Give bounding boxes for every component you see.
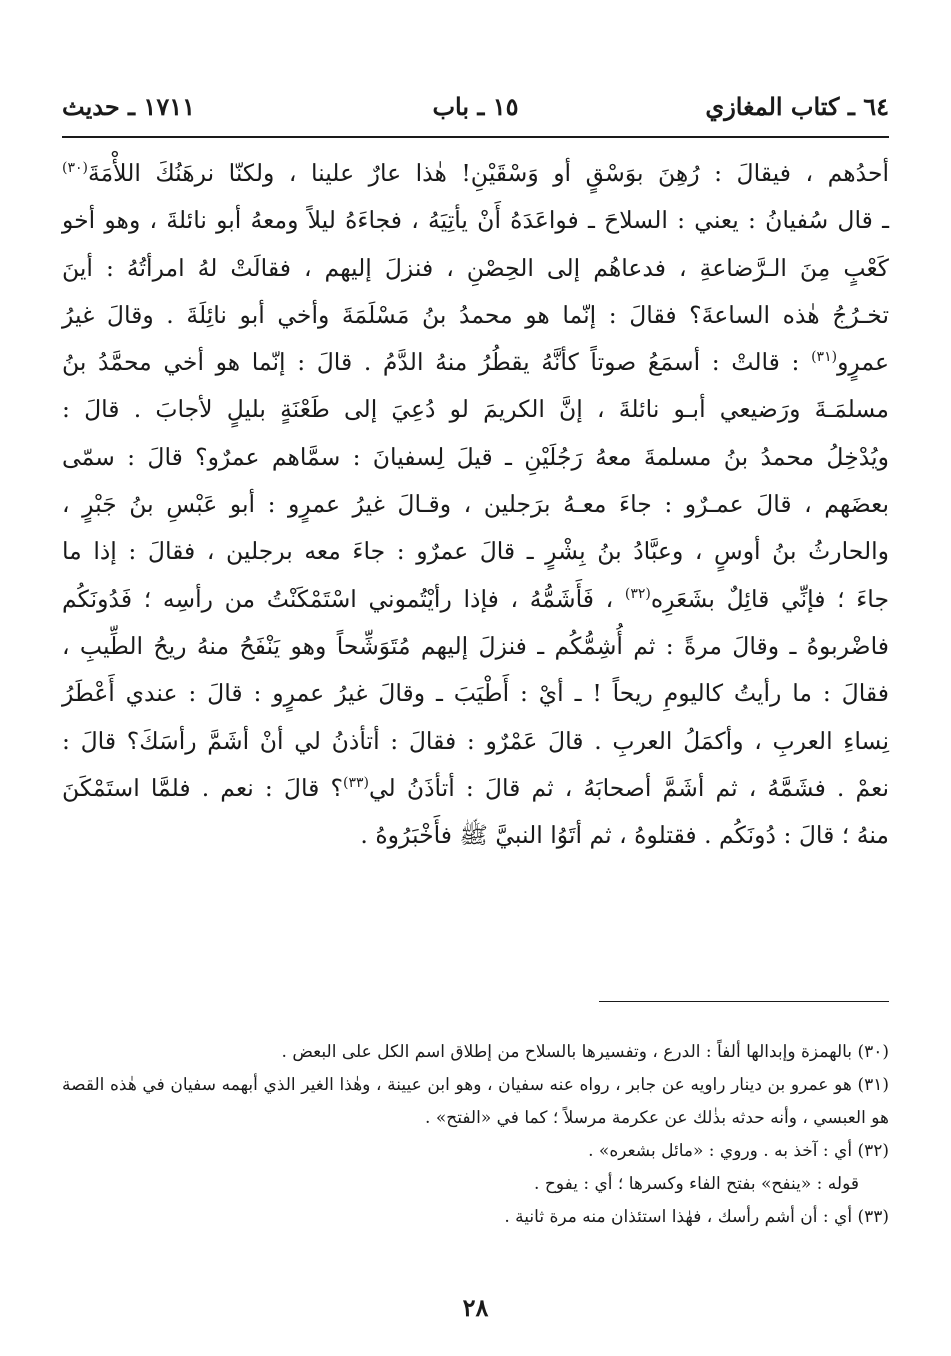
text-line: جاءَ ؛ فإنِّي قائِلٌ بشَعَرِه$^{(٣٢)}$ ، فَأَشَمُّهُ ، فإذا رأيْتُموني اسْتَمْكَنْتُ من رأسِه ؛ فَدُونَكُم bbox=[62, 584, 889, 613]
text-line: ـ قال سُفيانُ : يعني : السلاحَ ـ فواعَدَهُ أَنْ يأتِيَهُ ، فجاءَهُ ليلاً ومعهُ أبو نائلةَ ، وهو أخو bbox=[62, 206, 889, 235]
header-chapter: ١٥ ـ باب bbox=[432, 92, 519, 121]
footnote: (٣٢) أي : آخذ به . وروي : «مائل بشعره» . bbox=[588, 1141, 889, 1161]
header-hadith-number: ١٧١١ ـ حديث bbox=[62, 92, 195, 121]
main-text bbox=[62, 150, 889, 859]
footnote: (٣٣) أي : أن أشم رأسك ، فهٰذا استئذان منه مرة ثانية . bbox=[504, 1207, 889, 1227]
running-header bbox=[62, 92, 889, 132]
text-line: نعمْ . فشَمَّهُ ، ثم أشَمَّ أصحابَهُ ، ثم قالَ : أتأذَنُ لي$^{(٣٣)}$؟ قالَ : نعم . فلمَّا استَمْكَنَ bbox=[62, 773, 889, 802]
text-line: منهُ ؛ قالَ : دُونَكُم . فقتلوهُ ، ثم أتَوُا النبيَّ ﷺ فأَخْبَرُوهُ . bbox=[360, 821, 889, 850]
text-line: أحدُهم ، فيقالَ : رُهِنَ بوَسْقٍ أو وَسْقَيْنِ! هٰذا عارٌ علينا ، ولكنّا نرهَنُكَ اللأْمَةَ$^{(٣٠)}$ bbox=[62, 159, 889, 187]
text-line: فقالَ : ما رأيتُ كاليومِ ريحاً ! ـ أيْ : أَطْيَبَ ـ وقالَ غيرُ عمرٍو : قالَ : عندي أَعْطَرُ bbox=[62, 679, 889, 708]
text-line: تخـرُجُ هٰذه الساعةَ؟ فقالَ : إنّما هو محمدُ بنُ مَسْلَمَةَ وأخي أبو نائِلَةَ . وقالَ غيرُ bbox=[62, 300, 889, 329]
text-line: كَعْبٍ مِنَ الـرَّضاعةِ ، فدعاهُم إلى الحِصْنِ ، فنزلَ إليهم ، فقالَتْ لهُ امرأتُهُ : أينَ bbox=[62, 253, 889, 282]
text-line: نِساءِ العربِ ، وأكمَلُ العربِ . قالَ عَمْرٌو : فقالَ : أتأذنُ لي أنْ أشَمَّ رأسَكَ؟ قالَ : bbox=[62, 726, 889, 755]
footnote-marker: (٣٢) bbox=[624, 585, 651, 602]
header-divider bbox=[62, 136, 889, 138]
text-line: بعضَهم ، قالَ عمـرٌو : جاءَ معـهُ برَجلين ، وقـالَ غيرُ عمرٍو : أبو عَبْسِ بنُ جَبْرٍ ، bbox=[62, 490, 889, 519]
text-line: والحارثُ بنُ أوسٍ ، وعبَّادُ بنُ بِشْرٍ ـ قالَ عمرٌو : جاءَ معه برجلين ، فقالَ : إذا ما bbox=[62, 537, 889, 566]
footnote-marker: (٣١) bbox=[811, 349, 838, 366]
footnote-marker: (٣٣) bbox=[342, 775, 369, 792]
text-line: ويُدْخِلُ محمدُ بنُ مسلمةَ معهُ رَجُلَيْنِ ـ قيلَ لِسفيانَ : سمَّاهم عمرٌو؟ قالَ : سمّى bbox=[62, 442, 889, 471]
page-number: ٢٨ bbox=[462, 1293, 489, 1322]
footnote: قوله : «ينفح» بفتح الفاء وكسرها ؛ أي : يفوح . bbox=[534, 1174, 859, 1194]
text-line: عمرٍو$^{(٣١)}$ : قالتْ : أسمَعُ صوتاً كأنَّهُ يقطُرُ منهُ الدَّمُ . قالَ : إنّما هو أخي محمَّدُ بنُ bbox=[62, 348, 889, 377]
header-book-title: ٦٤ ـ كتاب المغازي bbox=[705, 92, 889, 121]
text-line: فاضْربوهُ ـ وقالَ مرةً : ثم أُشِمُّكُم ـ فنزلَ إليهم مُتَوَشِّحاً وهو يَنْفَحُ منهُ ريحُ الطِّيبِ ، bbox=[62, 631, 889, 660]
footnotes bbox=[62, 1036, 889, 1234]
footnote-divider bbox=[599, 1001, 889, 1002]
footnote: (٣٠) بالهمزة وإبدالها ألفاً : الدرع ، وتفسيرها بالسلاح من إطلاق اسم الكل على البعض . bbox=[281, 1042, 889, 1062]
footnote-marker: (٣٠) bbox=[62, 160, 88, 177]
text-line: مسلمَـةَ ورَضيعي أبـو نائلةَ ، إنَّ الكريمَ لو دُعِيَ إلى طَعْنَةٍ بليلٍ لأجابَ . قالَ : bbox=[62, 395, 889, 424]
footnote: (٣١) هو عمرو بن دينار راويه عن جابر ، رواه عنه سفيان ، وهو ابن عيينة ، وهٰذا الغير الذي أبهمه سفيان في هٰذه القصة هو العبسي ، وأنه حدثه بذٰلك عن عكرمة مرسلاً ؛ كما في «الفتح» . bbox=[62, 1075, 889, 1128]
